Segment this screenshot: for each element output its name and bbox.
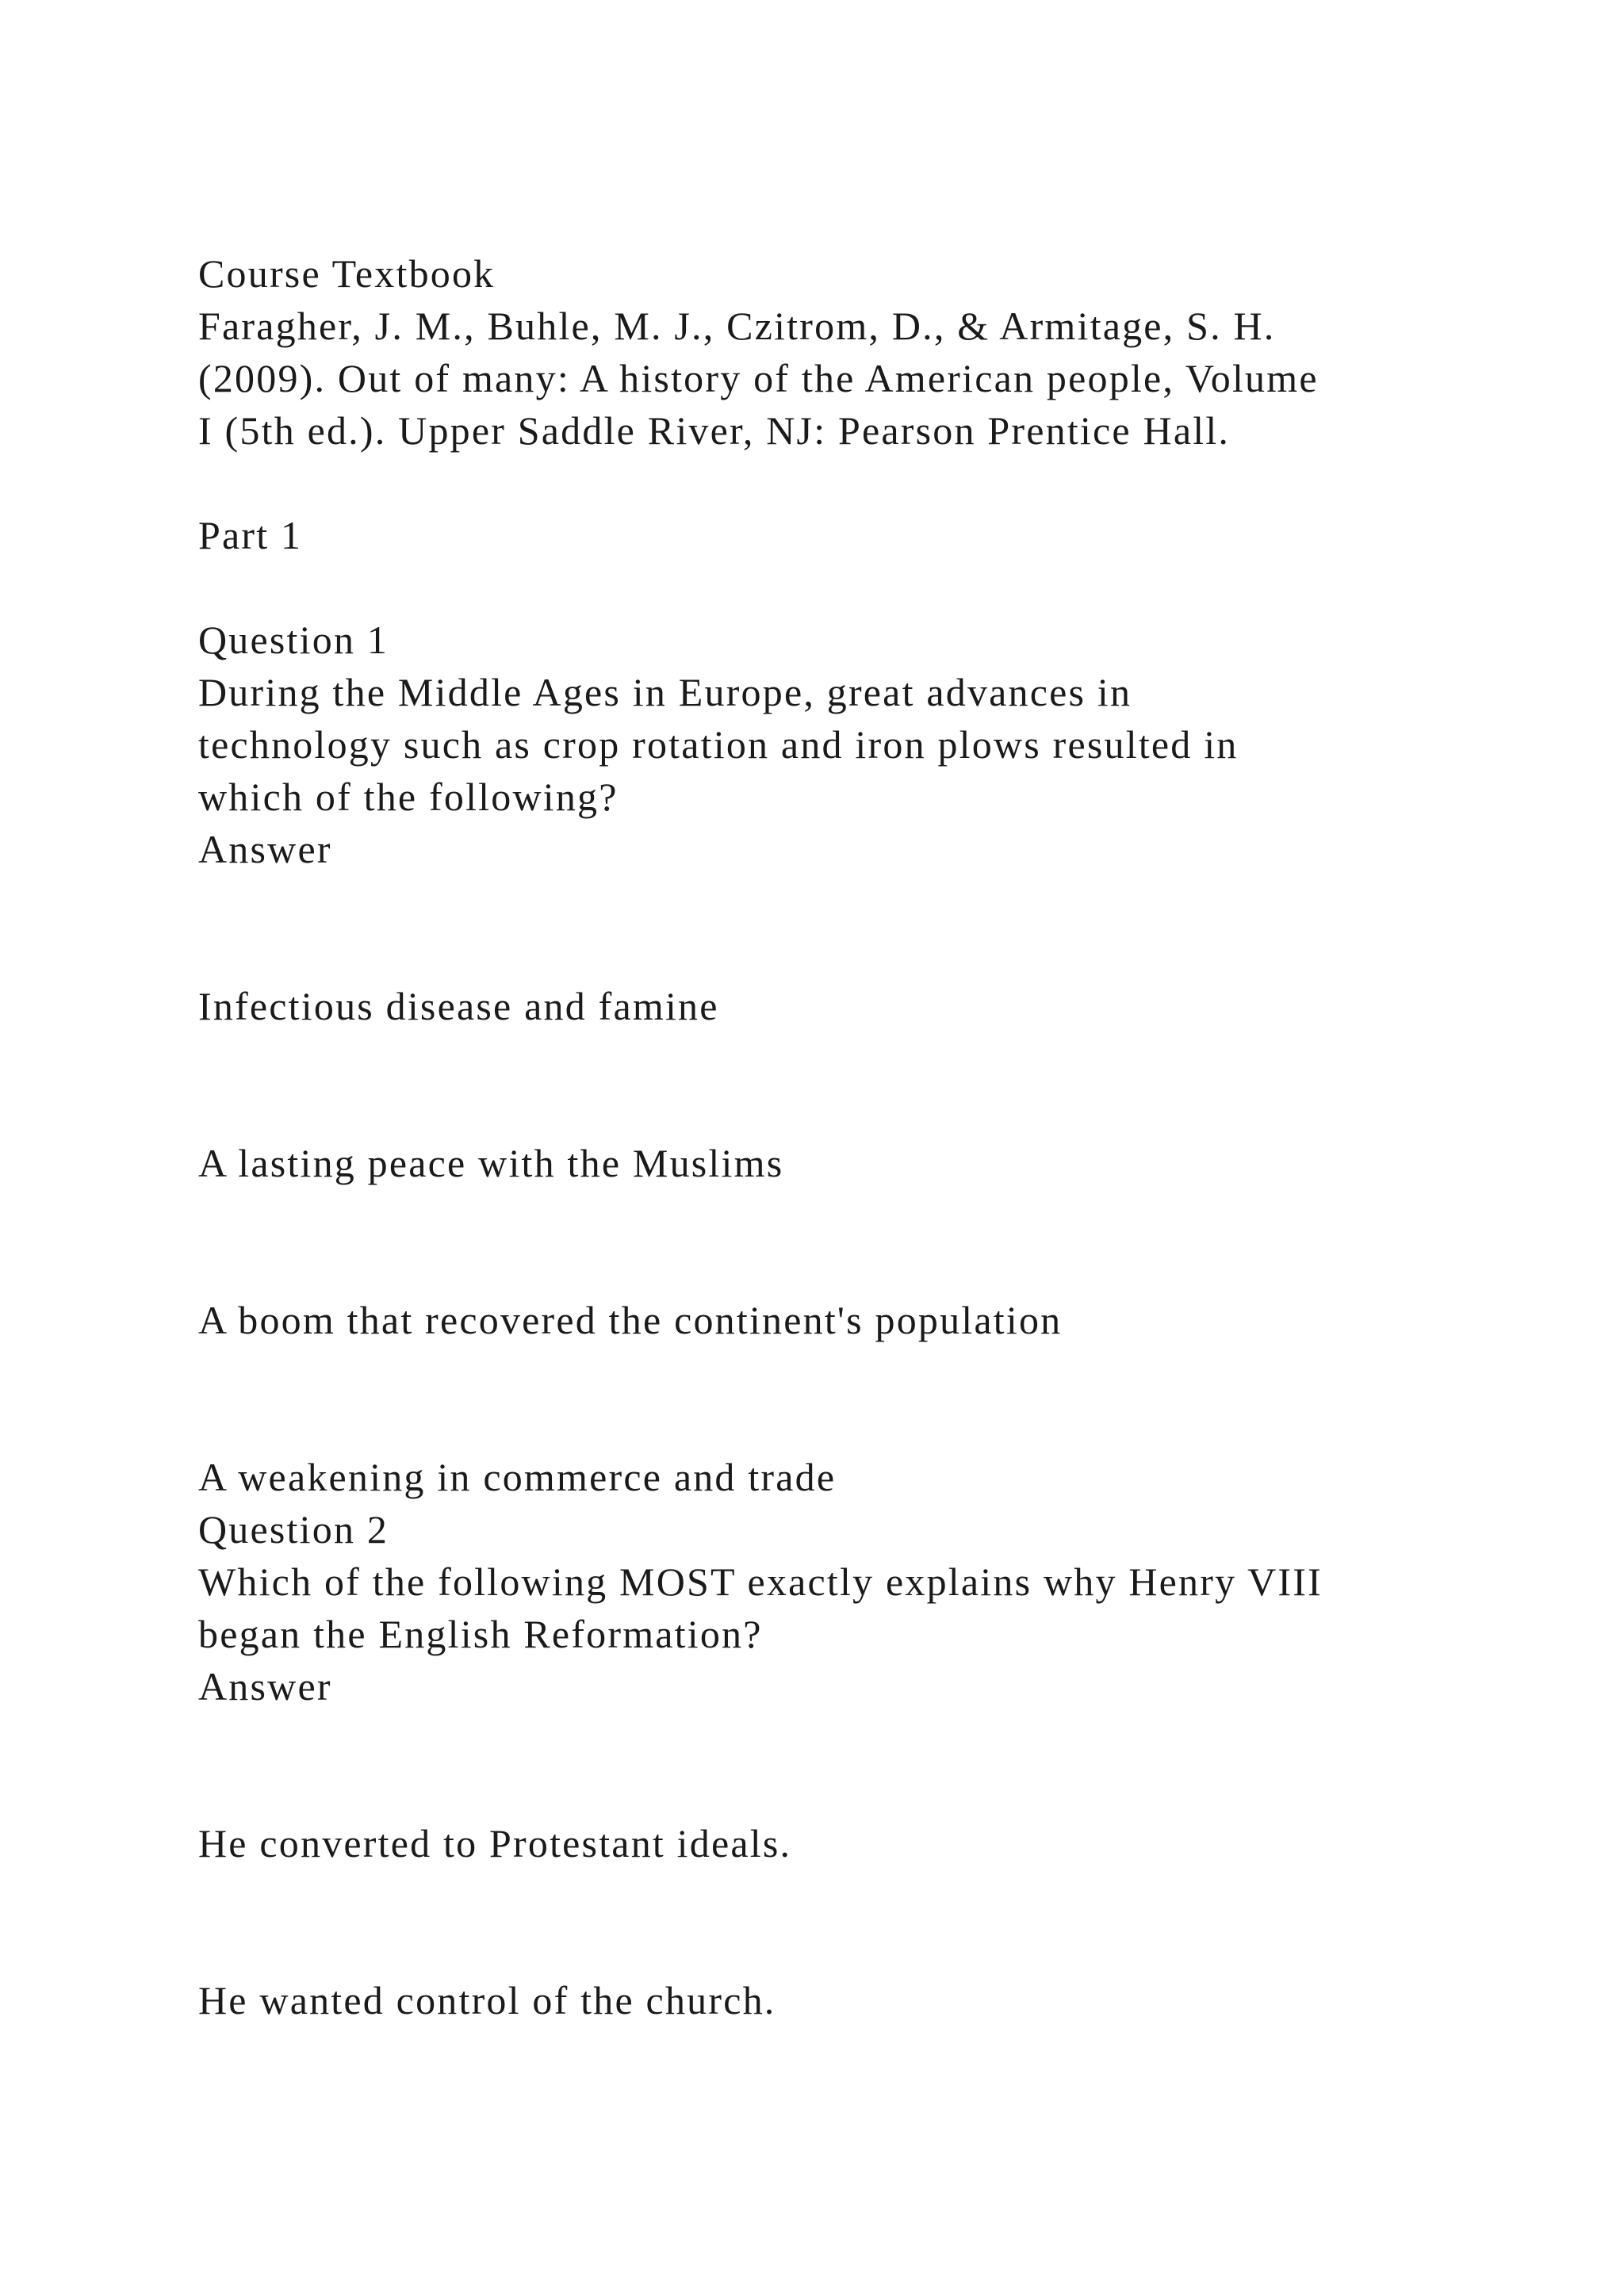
answer-option: A boom that recovered the continent's population	[198, 1298, 1063, 1342]
answer-label: Answer	[198, 1664, 332, 1709]
answer-option: He converted to Protestant ideals.	[198, 1821, 792, 1866]
spacer	[198, 1869, 1546, 1974]
question-label: Question 2	[198, 1507, 389, 1552]
question-prompt-line: technology such as crop rotation and iron plows resulted in	[198, 722, 1239, 767]
citation-line: I (5th ed.). Upper Saddle River, NJ: Pearson Prentice Hall.	[198, 408, 1231, 453]
part-label: Part 1	[198, 513, 303, 557]
question-prompt-line: During the Middle Ages in Europe, great advances in	[198, 670, 1132, 714]
answer-option: A weakening in commerce and trade	[198, 1455, 837, 1499]
question-prompt-line: which of the following?	[198, 775, 619, 819]
spacer	[198, 457, 1546, 509]
question-prompt-line: Which of the following MOST exactly explains why Henry VIII	[198, 1559, 1323, 1604]
answer-option: A lasting peace with the Muslims	[198, 1141, 784, 1185]
answer-label: Answer	[198, 827, 332, 871]
document-text	[198, 247, 1546, 2026]
heading-course-textbook: Course Textbook	[198, 251, 496, 296]
citation-line: (2009). Out of many: A history of the American people, Volume	[198, 356, 1319, 400]
question-label: Question 1	[198, 618, 389, 662]
spacer	[198, 1189, 1546, 1294]
citation-line: Faragher, J. M., Buhle, M. J., Czitrom, D., & Armitage, S. H.	[198, 304, 1276, 348]
answer-option: He wanted control of the church.	[198, 1978, 776, 2022]
answer-option: Infectious disease and famine	[198, 984, 719, 1028]
spacer	[198, 1032, 1546, 1137]
spacer	[198, 561, 1546, 614]
spacer	[198, 1346, 1546, 1451]
spacer	[198, 1712, 1546, 1817]
spacer	[198, 875, 1546, 980]
question-prompt-line: began the English Reformation?	[198, 1612, 763, 1656]
